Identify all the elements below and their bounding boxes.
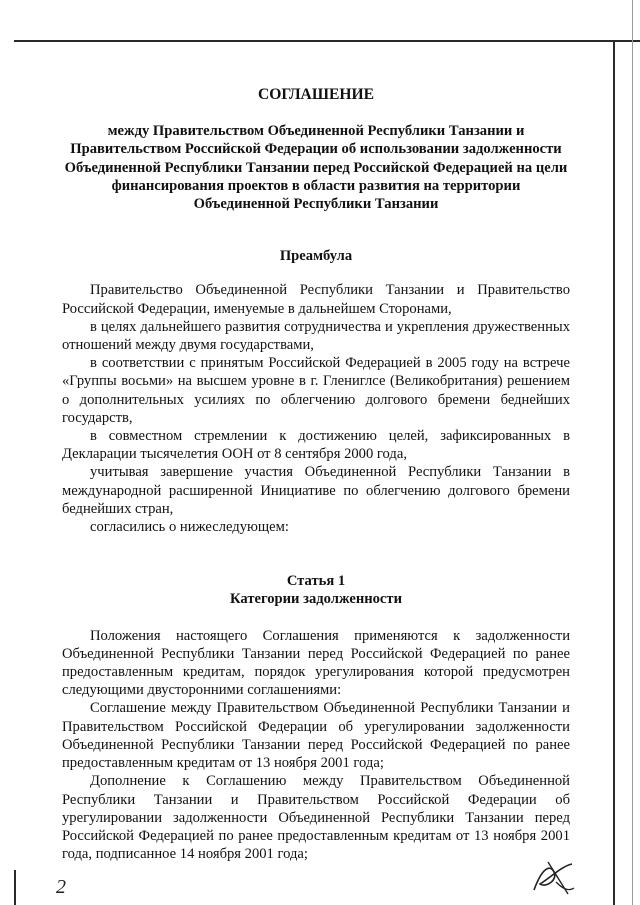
article-paragraph: Соглашение между Правительством Объединенной Республики Танзании и Правительством Российской Федерации об урегулировании задолженности Объединенной Республики Танзании перед Российской Федерацией по ранее предоставленным кредитам от 13 ноября 2001 года; xyxy=(62,700,570,772)
preamble-paragraph: в совместном стремлении к достижению целей, зафиксированных в Декларации тысячелетия ООН от 8 сентября 2000 года, xyxy=(62,428,570,463)
article-paragraph: Положения настоящего Соглашения применяются к задолженности Объединенной Республики Танзании перед Российской Федерацией по ранее предоставленным кредитам, порядок урегулирования которой предусмотрен следующими двусторонними соглашениями: xyxy=(62,627,570,699)
scan-edge-top xyxy=(14,40,640,42)
page-number: 2 xyxy=(56,876,66,898)
preamble-paragraph: Правительство Объединенной Республики Танзании и Правительство Российской Федерации, именуемые в дальнейшем Сторонами, xyxy=(62,282,570,317)
document-title: СОГЛАШЕНИЕ xyxy=(257,86,375,103)
scan-edge-right-outer xyxy=(632,0,633,905)
scan-edge-right xyxy=(613,40,615,905)
preamble-heading: Преамбула xyxy=(279,248,353,265)
document-subtitle: между Правительством Объединенной Республики Танзании и Правительством Российской Федерации об использовании задолженности Объединенной Республики Танзании перед Российской Федерацией на цели финансирования проектов в области развития на территории Объединенной Республики Танзании xyxy=(64,123,568,213)
preamble-paragraph: согласились о нижеследующем: xyxy=(90,519,289,536)
article-paragraph: Дополнение к Соглашению между Правительством Объединенной Республики Танзании и Правительством Российской Федерации об урегулировании задолженности Объединенной Республики Танзании перед Российской Федерацией по ранее предоставленным кредитам от 13 ноября 2001 года, подписанное 14 ноября 2001 года; xyxy=(62,773,570,863)
preamble-paragraph: в соответствии с принятым Российской Федерацией в 2005 году на встрече «Группы восьми» на высшем уровне в г. Глениглсе (Великобритания) решением о дополнительных усилиях по облегчению долгового бремени беднейших государств, xyxy=(62,355,570,426)
document-body xyxy=(62,82,570,863)
article-heading: Статья 1 xyxy=(286,573,346,590)
preamble-paragraph: учитывая завершение участия Объединенной Республики Танзании в международной расширенной Инициативе по облегчению долгового бремени беднейших стран, xyxy=(62,464,570,517)
preamble-paragraph: в целях дальнейшего развития сотрудничества и укрепления дружественных отношений между двумя государствами, xyxy=(62,318,570,354)
article-title: Категории задолженности xyxy=(230,591,402,608)
signature-initials-icon xyxy=(528,858,578,898)
scan-edge-left xyxy=(14,870,16,905)
